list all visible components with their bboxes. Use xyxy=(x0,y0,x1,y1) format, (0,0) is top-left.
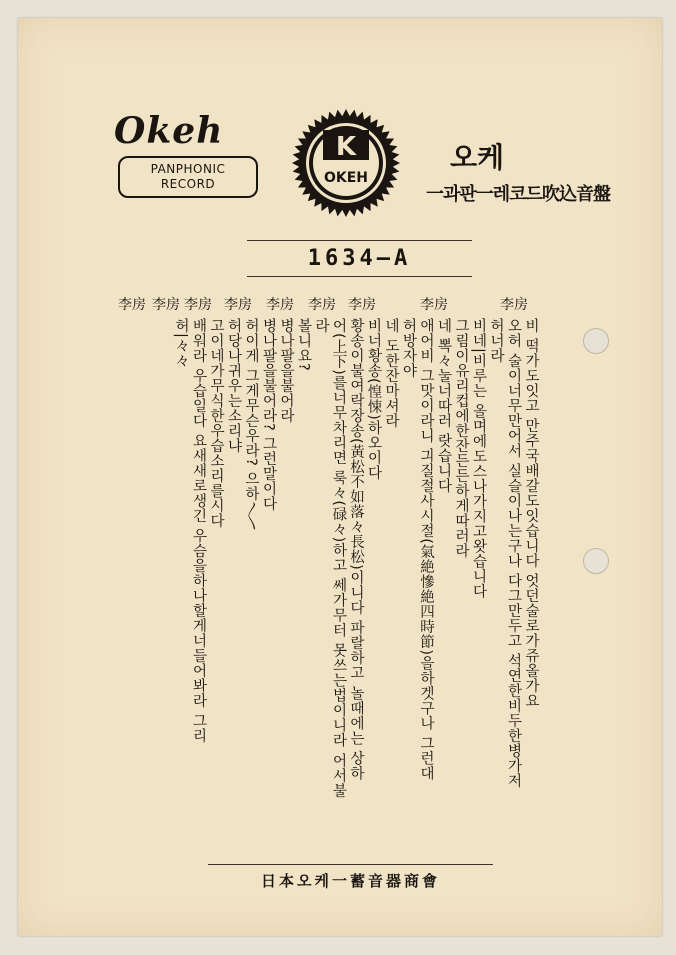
lyric-column: 오허 술이너무만어서 실슬이나는구나 다그만두고 석연한비두한병가저 xyxy=(505,318,522,789)
lyric-column: 그림이유리컵에한잔든든하게따러라 xyxy=(453,318,469,558)
lyric-column: 병나팔을불어라? 그런말이다 xyxy=(260,318,277,512)
speaker-label: 李房 xyxy=(224,297,252,313)
lyric-column: 비너황송(惶悚)하오이다 xyxy=(365,318,382,481)
lyric-column: 네 도한잔마셔라 xyxy=(383,318,399,429)
speaker-label: 李房 xyxy=(308,297,336,313)
divider-bottom xyxy=(247,276,472,277)
panphonic-label: PANPHONIC xyxy=(150,162,226,176)
lyric-column: 라 xyxy=(313,318,329,333)
lyric-column: 볼니요? xyxy=(295,318,312,372)
seal-label: OKEH xyxy=(323,170,369,186)
speaker-label: 李房 xyxy=(184,297,212,313)
punch-hole-bottom xyxy=(583,548,609,574)
lyric-sheet xyxy=(18,18,662,936)
lyric-column: 애어비 그맛이라니 긔질절사시절(氣絶慘絶四時節)을하겟구나 그런대 xyxy=(418,318,434,781)
speaker-label: 李房 xyxy=(118,297,146,313)
lyric-column: 네 뽁々눌너따러 랏습니다 xyxy=(435,318,452,494)
lyrics-block xyxy=(118,294,548,854)
lyric-column: 허너라 xyxy=(488,318,504,363)
korean-brand: 오케 xyxy=(450,141,505,174)
okeh-script-logo: Okeh xyxy=(114,110,224,152)
speaker-label: 李房 xyxy=(348,297,376,313)
divider-top xyxy=(247,240,472,241)
lyric-column: 황송이불여락장송(黃松不如落々長松)이니다 파랄하고 놀때에는 상하 xyxy=(348,318,364,781)
seal-letter: K xyxy=(335,132,357,162)
record-number: 1634—A xyxy=(307,246,412,271)
lyric-column: 허이게 그게무슨우라? 으하〳〵 xyxy=(243,318,259,531)
korean-subtitle: 一과판一레코드吹込音盤 xyxy=(426,184,610,205)
punch-hole-top xyxy=(583,328,609,354)
speaker-label: 李房 xyxy=(420,297,448,313)
lyric-column: 비 떡가도잇고 만주국배갈도잇습니다 엇던술로가쥬올가요 xyxy=(523,318,539,709)
publisher-footer: 日本오케一蓄音器商會 xyxy=(261,872,440,890)
lyric-column: 허당나귀우는소리냐 xyxy=(225,318,242,453)
lyric-column: 허|々々 xyxy=(173,318,189,369)
record-label: RECORD xyxy=(160,177,216,191)
lyric-column: 어(上下)를너무차리면 룩々(碌々)하고 쎄가무터 못쓰는법이니라 어서불 xyxy=(330,318,347,799)
lyric-column: 병나팔을불어라 xyxy=(278,318,294,423)
footer-divider xyxy=(208,864,493,865)
panphonic-record-box xyxy=(118,156,258,198)
speaker-label: 李房 xyxy=(500,297,528,313)
lyric-column: 허방자야 xyxy=(400,318,417,378)
lyric-column: 고이네가무식한우습소리를시다 xyxy=(208,318,224,528)
okeh-seal-logo xyxy=(291,108,401,218)
speaker-label: 李房 xyxy=(152,297,180,313)
lyric-column: 비네|비루는 올며에도스나가지고왓습니다 xyxy=(470,318,487,599)
lyric-column: 배워라 우습일다 요새새로생긴 우슴을하나할게너들어봐라 그리 xyxy=(190,318,207,744)
speaker-label: 李房 xyxy=(266,297,294,313)
